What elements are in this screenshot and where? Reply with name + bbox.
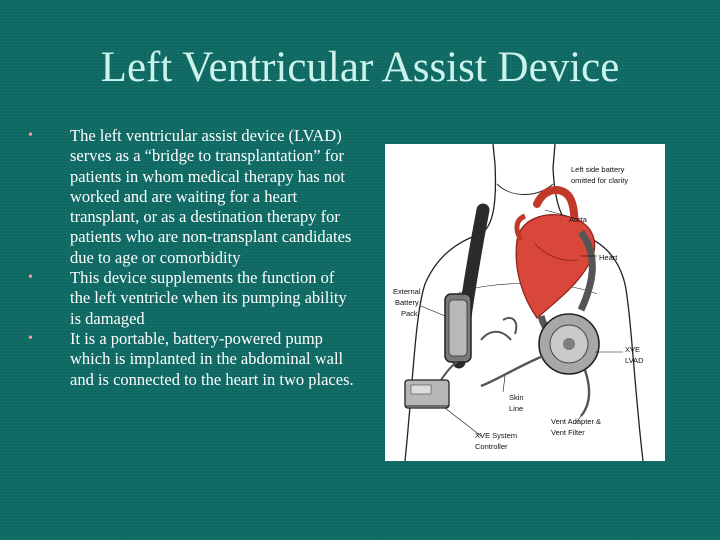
xve-system-controller bbox=[405, 380, 449, 408]
bullet-item bbox=[28, 268, 358, 329]
controller-label: XVE System bbox=[475, 431, 518, 440]
bullet-list bbox=[28, 126, 358, 390]
lvad-label: LVAD bbox=[625, 356, 644, 365]
note-label: Left side battery bbox=[571, 165, 625, 174]
bullet-item bbox=[28, 329, 358, 390]
external-battery-pack bbox=[445, 294, 471, 362]
vent-label: Vent Filter bbox=[551, 428, 585, 437]
battery-label: Battery bbox=[395, 298, 419, 307]
controller-tubing bbox=[441, 362, 457, 380]
bullet-icon: • bbox=[28, 128, 33, 143]
controller-tubing bbox=[481, 332, 511, 340]
lvad-illustration bbox=[385, 144, 665, 461]
bullet-item bbox=[28, 126, 358, 268]
note-label: omitted for clarity bbox=[571, 176, 629, 185]
battery-label: External bbox=[393, 287, 421, 296]
skin-line-label: Skin bbox=[509, 393, 524, 402]
bullet-text: It is a portable, battery-powered pump which is implanted in the abdominal wall and is connected to the heart in two places. bbox=[70, 328, 354, 389]
slide-title: Left Ventricular Assist Device bbox=[100, 44, 620, 91]
aorta-label: Aorta bbox=[569, 215, 587, 224]
bullet-icon: • bbox=[28, 330, 33, 346]
heart-label: Heart bbox=[599, 253, 618, 262]
lvad-label: XVE bbox=[625, 345, 641, 354]
bullet-text: This device supplements the function of the left ventricle when its pumping ability is damaged bbox=[70, 268, 347, 328]
controller-tubing bbox=[503, 318, 516, 334]
vent-line bbox=[581, 370, 589, 416]
bullet-icon: • bbox=[28, 270, 33, 286]
torso-outline bbox=[405, 144, 643, 461]
controller-label: Controller bbox=[475, 442, 508, 451]
battery-label: Pack bbox=[401, 309, 418, 318]
skin-line bbox=[481, 356, 543, 386]
vent-label: Vent Adapter & bbox=[551, 417, 602, 426]
skin-line-label: Line bbox=[509, 404, 524, 413]
xve-lvad-pump bbox=[539, 314, 599, 374]
bullet-text: The left ventricular assist device (LVAD) serves as a “bridge to transplantation” for patients in whom medical therapy has not worked and are waiting for a heart transplant, or as a destination therapy for patients who are non-transplant candidates due to age or comorbidity bbox=[70, 126, 352, 267]
